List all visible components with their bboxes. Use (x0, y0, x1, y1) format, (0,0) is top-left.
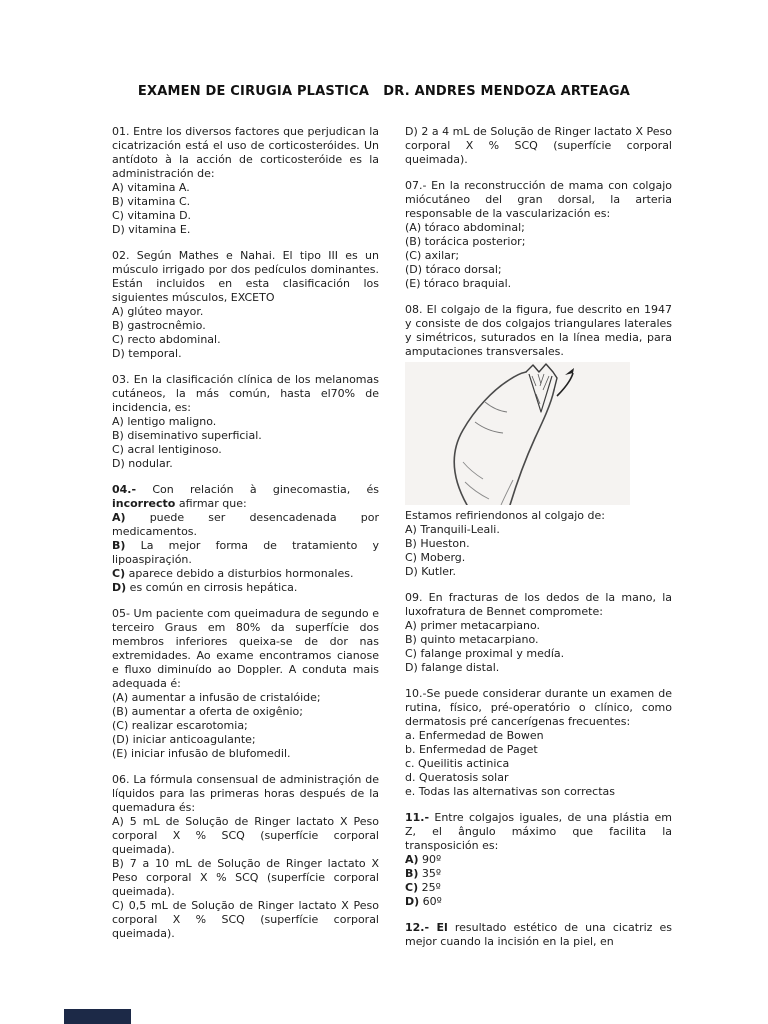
option-text: falange proximal y medía. (420, 647, 565, 660)
option-line (405, 277, 672, 291)
option-line (112, 195, 379, 209)
option-text: 0,5 mL de Solução de Ringer lactato X Peso corporal X % SCQ (superfície corporal queimada). (112, 899, 379, 940)
option-label: (A) (112, 691, 129, 704)
option-line (112, 733, 379, 747)
option-line (112, 691, 379, 705)
fingertip-flap-sketch-figure (405, 362, 630, 505)
option-line (112, 899, 379, 941)
question-text (112, 483, 379, 511)
question-text (112, 773, 379, 815)
option-label: a. (405, 729, 416, 742)
option-label: B) (112, 429, 124, 442)
option-text: torácica posterior; (424, 235, 526, 248)
column-left (112, 125, 379, 961)
option-line (112, 209, 379, 223)
option-label: C) (112, 567, 126, 580)
question-block (112, 125, 379, 237)
option-text: La mejor forma de tratamiento y lipoaspiraçión. (112, 539, 379, 566)
option-line (405, 523, 672, 537)
option-text: es común en cirrosis hepática. (129, 581, 298, 594)
question-block (112, 249, 379, 361)
option-text: 25º (421, 881, 441, 894)
option-line (112, 581, 379, 595)
question-block (112, 483, 379, 595)
option-label: A) (405, 619, 417, 632)
option-line (405, 633, 672, 647)
option-line (405, 729, 672, 743)
option-label: A) (405, 853, 419, 866)
option-label: C) (112, 443, 124, 456)
option-label: (B) (112, 705, 129, 718)
question-text (112, 607, 379, 691)
option-line (405, 853, 672, 867)
question-text (405, 687, 672, 729)
option-text: acral lentiginoso. (127, 443, 222, 456)
option-label: D) (405, 125, 418, 138)
option-text: 5 mL de Solução de Ringer lactato X Peso corporal X % SCQ (superfície corporal queimada). (112, 815, 379, 856)
option-text: recto abdominal. (127, 333, 221, 346)
option-text: Moberg. (420, 551, 466, 564)
option-text: 90º (422, 853, 442, 866)
option-label: B) (112, 195, 124, 208)
question-text-segment: Con relación à ginecomastia, és (136, 483, 379, 496)
question-text (405, 179, 672, 221)
option-label: B) (405, 537, 417, 550)
question-text-segment: 10.-Se puede considerar durante un examen de rutina, físico, pré-operatório o clínico, como dermatosis pré cancerígenas frecuentes: (405, 687, 672, 728)
option-text: vitamina A. (127, 181, 190, 194)
option-line (112, 333, 379, 347)
option-text: Queratosis solar (418, 771, 509, 784)
option-label: A) (112, 511, 126, 524)
option-label: A) (405, 523, 417, 536)
option-label: e. (405, 785, 416, 798)
option-label: D) (112, 581, 127, 594)
option-line (405, 221, 672, 235)
option-label: (A) (405, 221, 422, 234)
option-label: D) (112, 347, 125, 360)
question-text (405, 303, 672, 359)
question-text-segment: 09. En fracturas de los dedos de la mano, la luxofratura de Bennet compromete: (405, 591, 672, 618)
question-block (405, 591, 672, 675)
option-label: b. (405, 743, 416, 756)
question-block (405, 811, 672, 909)
option-line (112, 857, 379, 899)
option-line (112, 347, 379, 361)
option-label: (B) (405, 235, 422, 248)
option-line (112, 457, 379, 471)
question-text-segment: resultado estético de una cicatriz es mejor cuando la incisión en la piel, en (405, 921, 672, 948)
option-line (112, 719, 379, 733)
question-figure (405, 362, 630, 505)
question-block (405, 179, 672, 291)
question-text (112, 373, 379, 415)
option-line (112, 705, 379, 719)
question-text (112, 249, 379, 305)
option-line (112, 181, 379, 195)
option-text: temporal. (128, 347, 182, 360)
option-label: C) (112, 899, 124, 912)
option-label: C) (405, 881, 419, 894)
option-label: A) (112, 815, 124, 828)
option-line (405, 881, 672, 895)
question-block (405, 303, 672, 579)
option-text: primer metacarpiano. (420, 619, 541, 632)
option-text: vitamina C. (127, 195, 191, 208)
option-label: (E) (405, 277, 421, 290)
option-text: falange distal. (421, 661, 500, 674)
option-text: tóraco dorsal; (425, 263, 502, 276)
question-block (405, 921, 672, 949)
option-line (112, 319, 379, 333)
option-line (112, 415, 379, 429)
option-label: B) (112, 539, 126, 552)
option-line (405, 249, 672, 263)
option-text: quinto metacarpiano. (420, 633, 539, 646)
question-text-segment: 08. El colgajo de la figura, fue descrito en 1947 y consiste de dos colgajos triangulares laterales y simétricos, suturados en la línea media, para amputaciones transversales. (405, 303, 672, 358)
page-title: EXAMEN DE CIRUGIA PLASTICA DR. ANDRES MENDOZA ARTEAGA (137, 84, 631, 99)
option-label: C) (405, 647, 417, 660)
question-text-segment: afirmar que: (175, 497, 247, 510)
question-block (112, 773, 379, 941)
option-label: A) (112, 305, 124, 318)
option-label: D) (405, 661, 418, 674)
question-text-segment: Entre colgajos iguales, de una plástia em Z, el ângulo máximo que facilita la transposición es: (405, 811, 672, 852)
option-label: (D) (405, 263, 423, 276)
option-line (112, 223, 379, 237)
question-text (405, 921, 672, 949)
option-text: Queilitis actinica (418, 757, 510, 770)
option-text: Hueston. (420, 537, 470, 550)
option-line (405, 551, 672, 565)
option-text: 2 a 4 mL de Solução de Ringer lactato X Peso corporal X % SCQ (superfície corporal queimada). (405, 125, 672, 166)
option-text: glúteo mayor. (127, 305, 204, 318)
option-line (112, 815, 379, 857)
option-text: Kutler. (421, 565, 457, 578)
option-text: iniciar infusão de blufomedil. (131, 747, 291, 760)
next-page-fragment (64, 1009, 131, 1024)
option-text: Enfermedad de Paget (418, 743, 538, 756)
option-line (112, 567, 379, 581)
option-text: puede ser desencadenada por medicamentos. (112, 511, 379, 538)
option-label: C) (112, 209, 124, 222)
option-label: B) (112, 319, 124, 332)
option-line (405, 647, 672, 661)
option-line (405, 661, 672, 675)
option-text: 7 a 10 mL de Solução de Ringer lactato X Peso corporal X % SCQ (superfície corporal queimada). (112, 857, 379, 898)
question-text-bold: 12.- El (405, 921, 448, 934)
option-label: B) (405, 867, 419, 880)
option-text: nodular. (128, 457, 173, 470)
option-label: C) (405, 551, 417, 564)
option-label: D) (112, 457, 125, 470)
option-text: aparece debido a disturbios hormonales. (128, 567, 354, 580)
option-line (405, 895, 672, 909)
option-label: (C) (405, 249, 422, 262)
question-block (405, 125, 672, 167)
option-line (405, 619, 672, 633)
option-line (405, 785, 672, 799)
option-text: vitamina E. (128, 223, 191, 236)
option-line (112, 511, 379, 539)
option-label: c. (405, 757, 415, 770)
option-line (405, 743, 672, 757)
option-line (112, 429, 379, 443)
option-text: tóraco braquial. (424, 277, 512, 290)
option-line (112, 443, 379, 457)
option-line (112, 747, 379, 761)
option-text: vitamina D. (127, 209, 192, 222)
option-label: A) (112, 181, 124, 194)
option-text: lentigo maligno. (127, 415, 217, 428)
option-label: (D) (112, 733, 130, 746)
option-text: gastrocnêmio. (127, 319, 206, 332)
question-block (112, 373, 379, 471)
option-label: (E) (112, 747, 128, 760)
option-label: B) (112, 857, 124, 870)
option-label: D) (112, 223, 125, 236)
option-text: 35º (421, 867, 442, 880)
option-label: (C) (112, 719, 129, 732)
question-text (405, 591, 672, 619)
option-label: A) (112, 415, 124, 428)
option-text: aumentar a oferta de oxigênio; (131, 705, 303, 718)
option-line (405, 125, 672, 167)
option-text: iniciar anticoagulante; (132, 733, 256, 746)
option-line (405, 235, 672, 249)
question-text-bold: 11.- (405, 811, 430, 824)
option-label: B) (405, 633, 417, 646)
question-text-segment: 07.- En la reconstrucción de mama con colgajo miócutáneo del gran dorsal, la arteria responsable de la vascularización es: (405, 179, 672, 220)
question-text-bold: 04.- (112, 483, 137, 496)
option-line (112, 539, 379, 567)
option-line (405, 757, 672, 771)
option-line (405, 263, 672, 277)
question-text (405, 811, 672, 853)
two-column-layout (0, 99, 768, 961)
question-text-segment: 01. Entre los diversos factores que perjudican la cicatrización está el uso de corticosteróides. Un antídoto à la acción de corticosteróide es la administración de: (112, 125, 379, 180)
option-line (405, 537, 672, 551)
question-block (112, 607, 379, 761)
option-text: Enfermedad de Bowen (418, 729, 544, 742)
option-text: tóraco abdominal; (424, 221, 525, 234)
question-text (112, 125, 379, 181)
option-text: diseminativo superficial. (127, 429, 262, 442)
question-text-segment: 02. Según Mathes e Nahai. El tipo III es un músculo irrigado por dos pedículos dominantes. Están incluidos en esta clasificación los siguientes músculos, EXCETO (112, 249, 379, 304)
option-text: Tranquili-Leali. (420, 523, 500, 536)
option-line (405, 867, 672, 881)
option-line (405, 565, 672, 579)
option-text: axilar; (424, 249, 460, 262)
option-text: realizar escarotomia; (131, 719, 248, 732)
option-text: aumentar a infusão de cristalóide; (131, 691, 321, 704)
column-right (405, 125, 672, 961)
option-label: d. (405, 771, 416, 784)
option-line (112, 305, 379, 319)
question-block (405, 687, 672, 799)
option-text: 60º (422, 895, 442, 908)
option-label: D) (405, 565, 418, 578)
option-line (405, 771, 672, 785)
question-text-segment: 03. En la clasificación clínica de los melanomas cutáneos, la más común, hasta el70% de incidencia, es: (112, 373, 379, 414)
question-text-bold: incorrecto (112, 497, 176, 510)
option-label: D) (405, 895, 420, 908)
figure-caption: Estamos refiriendonos al colgajo de: (405, 509, 605, 522)
option-text: Todas las alternativas son correctas (418, 785, 616, 798)
question-text-segment: 05- Um paciente com queimadura de segundo e terceiro Graus em 80% da superfície dos membros inferiores queixa-se de dor nas extremidades. Ao exame encontramos cianose e fluxo diminuído ao Doppler. A conduta mais adequada é: (112, 607, 379, 690)
question-text-segment: 06. La fórmula consensual de administraçión de líquidos para las primeras horas después de la quemadura és: (112, 773, 379, 814)
option-label: C) (112, 333, 124, 346)
